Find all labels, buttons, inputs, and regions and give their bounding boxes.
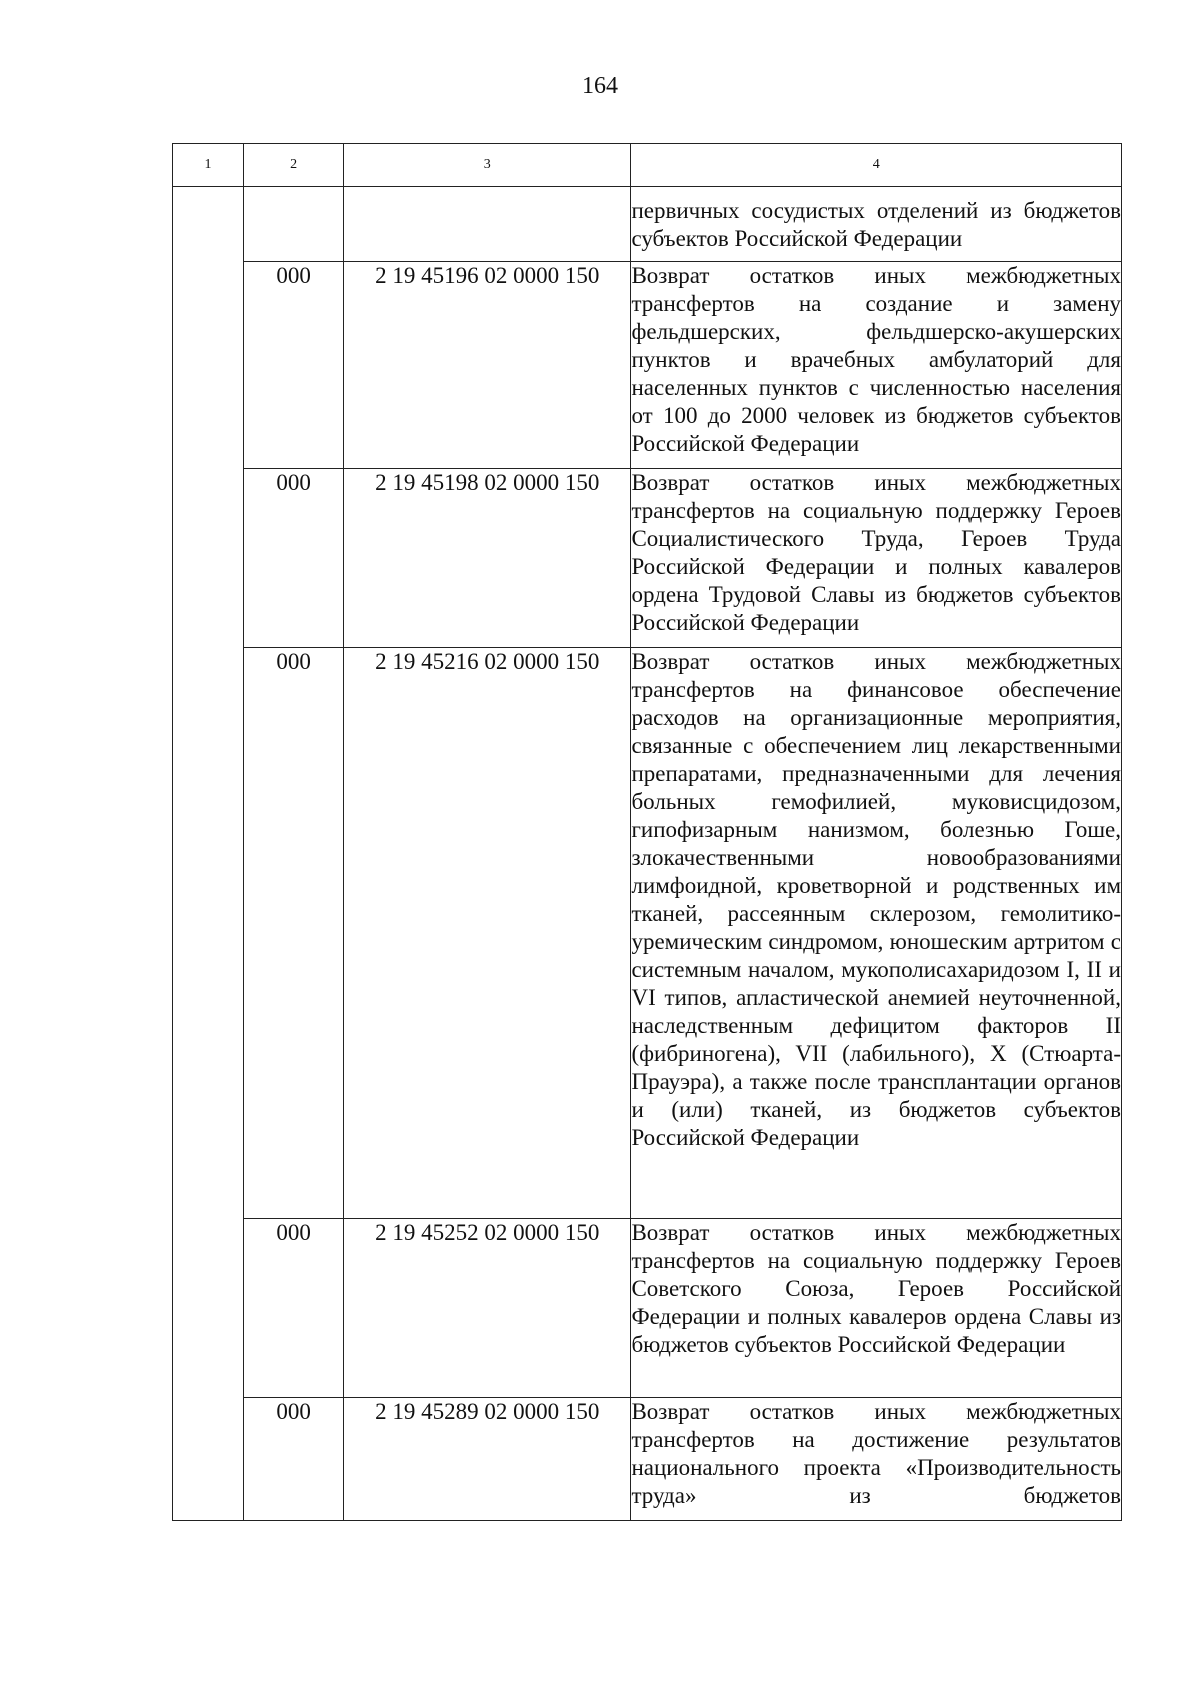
- header-col-1: 1: [173, 144, 244, 187]
- header-col-2: 2: [244, 144, 344, 187]
- section-cell: [173, 187, 244, 1521]
- description-cell: первичных сосудистых отделений из бюджетов субъектов Российской Федерации: [631, 187, 1122, 262]
- budget-code-cell: 2 19 45289 02 0000 150: [344, 1398, 631, 1521]
- header-col-4: 4: [631, 144, 1122, 187]
- budget-code-cell: 2 19 45252 02 0000 150: [344, 1219, 631, 1398]
- budget-classification-table: [172, 143, 1122, 1521]
- admin-code-cell: 000: [244, 469, 344, 648]
- admin-code-cell: [244, 187, 344, 262]
- table-row: [173, 648, 1122, 1219]
- budget-code-cell: 2 19 45196 02 0000 150: [344, 262, 631, 469]
- table-row: [173, 187, 1122, 262]
- budget-code-cell: [344, 187, 631, 262]
- table-row: [173, 1398, 1122, 1521]
- description-cell: Возврат остатков иных межбюджетных трансфертов на достижение результатов национального проекта «Производительность труда» из бюджетов: [631, 1398, 1122, 1521]
- budget-code-cell: 2 19 45216 02 0000 150: [344, 648, 631, 1219]
- table-row: [173, 469, 1122, 648]
- admin-code-cell: 000: [244, 1398, 344, 1521]
- admin-code-cell: 000: [244, 262, 344, 469]
- table-header-row: [173, 144, 1122, 187]
- description-cell: Возврат остатков иных межбюджетных трансфертов на социальную поддержку Героев Советского Союза, Героев Российской Федерации и полных кавалеров ордена Славы из бюджетов субъектов Российской Федерации: [631, 1219, 1122, 1398]
- table-row: [173, 262, 1122, 469]
- header-col-3: 3: [344, 144, 631, 187]
- description-cell: Возврат остатков иных межбюджетных трансфертов на создание и замену фельдшерских, фельдшерско-акушерских пунктов и врачебных амбулаторий для населенных пунктов с численностью населения от 100 до 2000 человек из бюджетов субъектов Российской Федерации: [631, 262, 1122, 469]
- table-row: [173, 1219, 1122, 1398]
- page-number: 164: [582, 73, 618, 99]
- budget-code-cell: 2 19 45198 02 0000 150: [344, 469, 631, 648]
- admin-code-cell: 000: [244, 648, 344, 1219]
- description-cell: Возврат остатков иных межбюджетных трансфертов на социальную поддержку Героев Социалистического Труда, Героев Труда Российской Федерации и полных кавалеров ордена Трудовой Славы из бюджетов субъектов Российской Федерации: [631, 469, 1122, 648]
- admin-code-cell: 000: [244, 1219, 344, 1398]
- description-cell: Возврат остатков иных межбюджетных трансфертов на финансовое обеспечение расходов на организационные мероприятия, связанные с обеспечением лиц лекарственными препаратами, предназначенными для лечения больных гемофилией, муковисцидозом, гипофизарным нанизмом, болезнью Гоше, злокачественными новообразованиями лимфоидной, кроветворной и родственных им тканей, рассеянным склерозом, гемолитико-уремическим синдромом, юношеским артритом с системным началом, мукополисахаридозом I, II и VI типов, апластической анемией неуточненной, наследственным дефицитом факторов II (фибриногена), VII (лабильного), X (Стюарта-Прауэра), а также после трансплантации органов и (или) тканей, из бюджетов субъектов Российской Федерации: [631, 648, 1122, 1219]
